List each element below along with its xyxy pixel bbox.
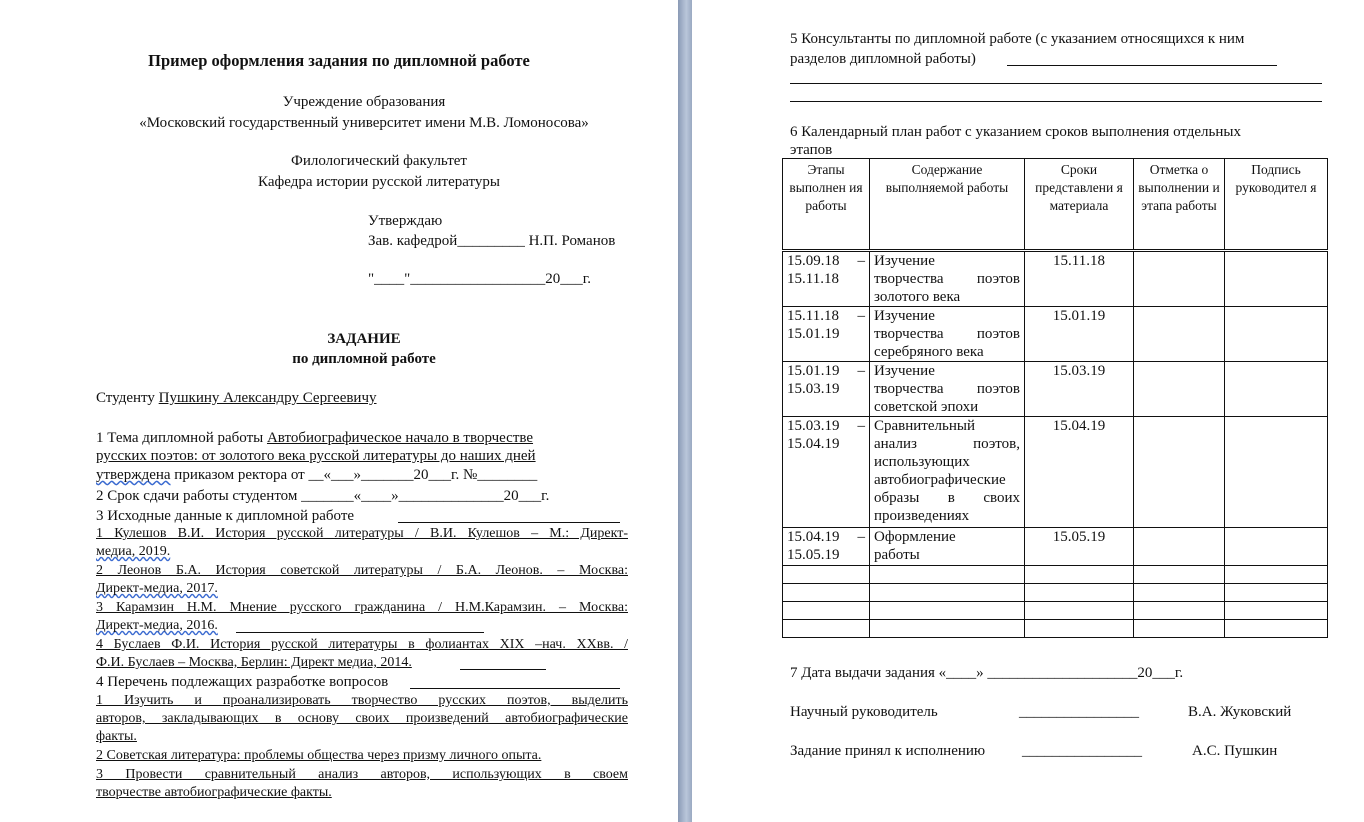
signature-cell [1225,307,1328,362]
content-cell: Изучение творчества поэтов золотого века [870,251,1025,307]
questions-label: 4 Перечень подлежащих разработке вопросов [96,674,389,690]
content-cell: Изучение творчества поэтов серебряного века [870,307,1025,362]
topic-label: 1 Тема дипломной работы [96,430,267,446]
stage-cell: 15.09.18 – 15.11.18 [783,251,870,307]
supervisor-name: В.А. Жуковский [1188,704,1292,720]
table-row [783,362,1328,417]
topic-text-part1: Автобиографическое начало в творчестве [266,430,534,446]
signature-cell [1225,417,1328,528]
table-row-empty [783,566,1328,584]
source-1-line1: 1 Кулешов В.И. История русской литературы / В.И. Кулешов – М.: Директ- [96,526,628,541]
question-1-line1: 1 Изучить и проанализировать творчество русских поэтов, выделить [96,693,628,708]
header-mark: Отметка о выполнении и этапа работы [1134,159,1225,251]
content-cell: Оформление работы [870,528,1025,566]
table-header-row [783,159,1328,251]
table-row-empty [783,620,1328,638]
approval-date: "____"__________________20___г. [368,271,591,287]
faculty: Филологический факультет [291,153,467,169]
table-row [783,251,1328,307]
deadline: 2 Срок сдачи работы студентом _______«____»______________20___г. [96,488,550,504]
consultants-line2: разделов дипломной работы) [790,51,976,67]
mark-cell [1134,362,1225,417]
source-2-line2: Директ-медиа, 2017. [96,581,218,596]
source-4-line1: 4 Буслаев Ф.И. История русской литературы в фолиантах XIX –нач. XXвв. / [96,637,628,652]
source-3-line1: 3 Карамзин Н.М. Мнение русского гражданина / Н.М.Карамзин. – Москва: [96,600,628,615]
institution-line1: Учреждение образования [282,94,446,110]
accepted-label: Задание принял к исполнению [790,743,986,759]
table-row [783,307,1328,362]
content-cell: Изучение творчества поэтов советской эпохи [870,362,1025,417]
header-terms: Сроки представлени я материала [1025,159,1134,251]
page-left [0,0,678,822]
student-name: Пушкину Александру Сергеевичу [158,390,377,406]
source-1-line2: медиа, 2019. [96,544,171,559]
question-1-line2: авторов, закладывающих в основу своих произведений автобиографические [96,711,628,726]
header-content: Содержание выполняемой работы [870,159,1025,251]
term-cell: 15.01.19 [1025,307,1134,362]
source-2-line1: 2 Леонов Б.А. История советской литературы / Б.А. Леонов. – Москва: [96,563,628,578]
student-line [96,389,557,407]
plan-line1: 6 Календарный план работ с указанием сроков выполнения отдельных [790,124,1241,140]
task-title: ЗАДАНИЕ [327,331,401,347]
term-cell: 15.04.19 [1025,417,1134,528]
document-heading: Пример оформления задания по дипломной работе [148,51,530,70]
accepted-signature-blank: ________________ [1022,743,1142,759]
head-signature-blank: _________ [457,233,525,249]
mark-cell [1134,528,1225,566]
head-of-department [368,232,615,250]
table-row [783,417,1328,528]
stage-cell: 15.01.19 – 15.03.19 [783,362,870,417]
topic-approved: утверждена [96,467,171,483]
header-stages: Этапы выполнен ия работы [783,159,870,251]
task-subtitle: по дипломной работе [292,351,436,367]
accepted-name: А.С. Пушкин [1192,743,1278,759]
stage-cell: 15.03.19 – 15.04.19 [783,417,870,528]
page-right [692,0,1364,822]
topic-order-text: приказом ректора от __«___»_______20___г. №________ [170,467,538,483]
signature-cell [1225,528,1328,566]
question-3-line2: творчестве автобиографические факты. [96,785,332,800]
signature-cell [1225,251,1328,307]
table-row-empty [783,584,1328,602]
question-1-line3: факты. [96,729,137,744]
head-name: Н.П. Романов [524,233,616,249]
supervisor-label: Научный руководитель [790,704,938,720]
term-cell: 15.03.19 [1025,362,1134,417]
plan-line2: этапов [790,142,833,158]
sources-label: 3 Исходные данные к дипломной работе [96,508,355,524]
table-row-empty [783,602,1328,620]
content-cell: Сравнительный анализ поэтов, использующих автобиографические образы в своих произведениях [870,417,1025,528]
consultants-line1: 5 Консультанты по дипломной работе (с указанием относящихся к ним [790,31,1245,47]
mark-cell [1134,251,1225,307]
source-3-line2: Директ-медиа, 2016. [96,618,218,633]
table-row [783,528,1328,566]
header-signature: Подпись руководител я [1225,159,1328,251]
term-cell: 15.11.18 [1025,251,1134,307]
head-prefix: Зав. кафедрой [368,233,458,249]
question-2: 2 Советская литература: проблемы общества через призму личного опыта. [96,748,542,763]
institution-line2: «Московский государственный университет имени М.В. Ломоносова» [139,115,589,131]
approve-label: Утверждаю [368,213,443,229]
topic-text-part2: русских поэтов: от золотого века русской литературы до наших дней [96,448,536,464]
stage-cell: 15.04.19 – 15.05.19 [783,528,870,566]
department: Кафедра истории русской литературы [258,174,500,190]
supervisor-signature-blank: ________________ [1019,704,1139,720]
page-gutter [678,0,692,822]
calendar-plan-table [782,158,1328,638]
mark-cell [1134,307,1225,362]
term-cell: 15.05.19 [1025,528,1134,566]
topic-line1 [96,429,628,447]
source-4-line2: Ф.И. Буслаев – Москва, Берлин: Директ медиа, 2014. [96,655,412,670]
student-label: Студенту [96,390,159,406]
question-3-line1: 3 Провести сравнительный анализ авторов, использующих в своем [96,767,628,782]
topic-order [96,466,537,484]
signature-cell [1225,362,1328,417]
mark-cell [1134,417,1225,528]
issue-date: 7 Дата выдачи задания «____» ____________________20___г. [790,665,1184,681]
stage-cell: 15.11.18 – 15.01.19 [783,307,870,362]
